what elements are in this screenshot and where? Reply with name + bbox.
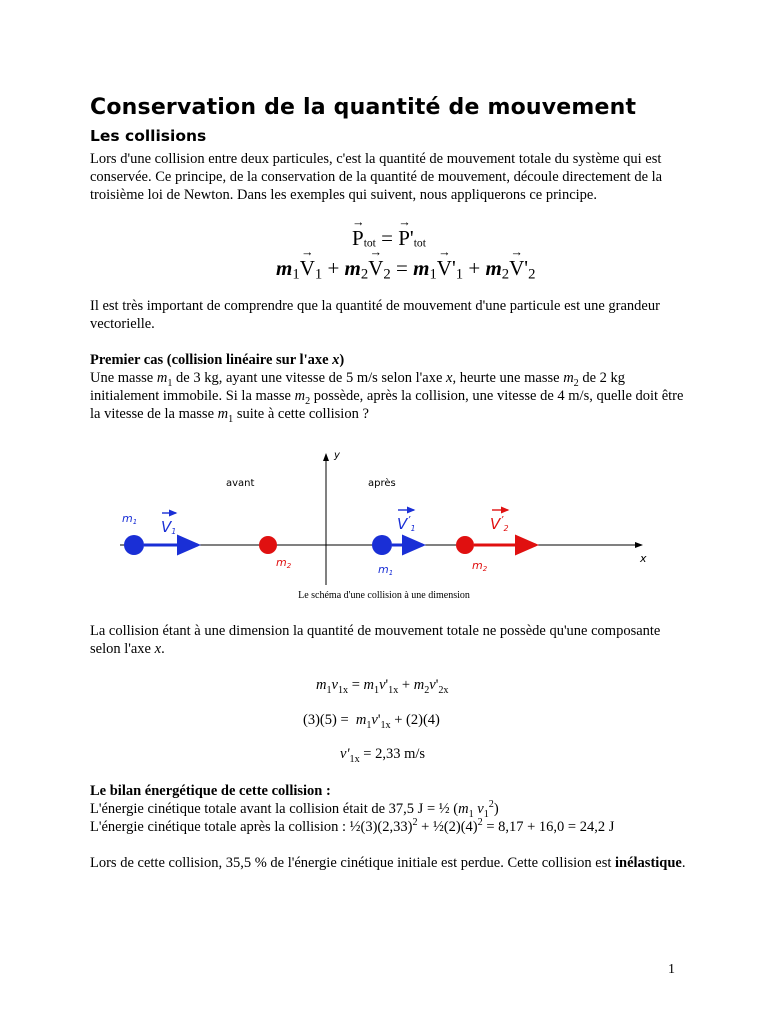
- vector-paragraph: Il est très important de comprendre que la quantité de mouvement d'une particule est une grandeur vectorielle.: [90, 298, 660, 332]
- mass-m2-after: [456, 536, 474, 554]
- collision-diagram: [0, 440, 768, 605]
- equation-result: $v'_{1x} = 2,33$ m/s: [340, 746, 426, 765]
- section-title: Les collisions: [90, 127, 207, 145]
- energy-after: L'énergie cinétique totale après la collision : $\frac{1}{2}(3)(2,33)^2$ + $\frac{1}{2}(2)(4)^2 = 8,17 + 16,0 = 24,2$ J: [90, 817, 615, 835]
- label-after: après: [368, 478, 396, 489]
- equation-line-2: $(3)(5) = m_1v'_{1x} + (2)(4)$: [303, 712, 440, 731]
- mass-m2-before: [259, 536, 277, 554]
- one-dimension-paragraph: La collision étant à une dimension la quantité de mouvement totale ne possède qu'une composante selon l'axe x.: [90, 623, 661, 657]
- case-paragraph: [90, 351, 690, 423]
- label-m2-before: m2: [276, 556, 292, 570]
- mass-m1-after: [372, 535, 392, 555]
- label-v1-prime: $V^’_1$: [397, 515, 416, 533]
- energy-before: L'énergie cinétique totale avant la collision était de 37,5 J = ½ ($m_1$ $v_1^2$): [90, 799, 499, 820]
- conclusion-paragraph: Lors de cette collision, 35,5 % de l'énergie cinétique initiale est perdue. Cette collision est inélastique.: [90, 855, 686, 871]
- label-m1-before: m1: [122, 512, 138, 526]
- equation-momentum-expanded: m1→ V1 + m2→ V2 = m1→ V'1 + m2→ V'2: [276, 256, 535, 284]
- label-m2-after: m2: [472, 559, 488, 573]
- x-axis-label: x: [640, 552, 647, 565]
- energy-section: [90, 782, 690, 836]
- inelastic-term: inélastique: [615, 855, 682, 871]
- label-before: avant: [226, 478, 255, 489]
- y-axis-label: y: [334, 450, 340, 461]
- case-title: Premier cas (collision linéaire sur l'axe x): [90, 352, 345, 368]
- case-text: Une masse $m_1$ de 3 kg, ayant une vitesse de 5 m/s selon l'axe x, heurte une masse $m_2$ de 2 kg initialement immobile. Si la masse $m_2$ possède, après la collision, une vitesse de 4 m/s, quelle doit être la vitesse de la masse $m_1$ suite à cette collision ?: [90, 370, 684, 425]
- page-title: Conservation de la quantité de mouvement: [90, 95, 637, 120]
- page-number: 1: [668, 962, 675, 977]
- intro-paragraph: Lors d'une collision entre deux particules, c'est la quantité de mouvement totale du système qui est conservée. Ce principe, de la conservation de la quantité de mouvement, découle directement de la troisième loi de Newton. Dans les exemples qui suivent, nous appliquerons ce principe.: [90, 151, 663, 203]
- diagram-caption: Le schéma d'une collision à une dimension: [298, 590, 470, 601]
- label-v2-prime: $V^’_2$: [490, 515, 509, 533]
- energy-title: Le bilan énergétique de cette collision :: [90, 783, 331, 799]
- label-m1-after: m1: [378, 563, 394, 577]
- label-v1: V1: [161, 518, 177, 536]
- mass-m1-before: [124, 535, 144, 555]
- equation-line-1: $m_1v_{1x} = m_1v'_{1x} + m_2v'_{2x}$: [316, 677, 449, 696]
- equation-momentum-total: → Ptot = → P'tot: [352, 226, 426, 251]
